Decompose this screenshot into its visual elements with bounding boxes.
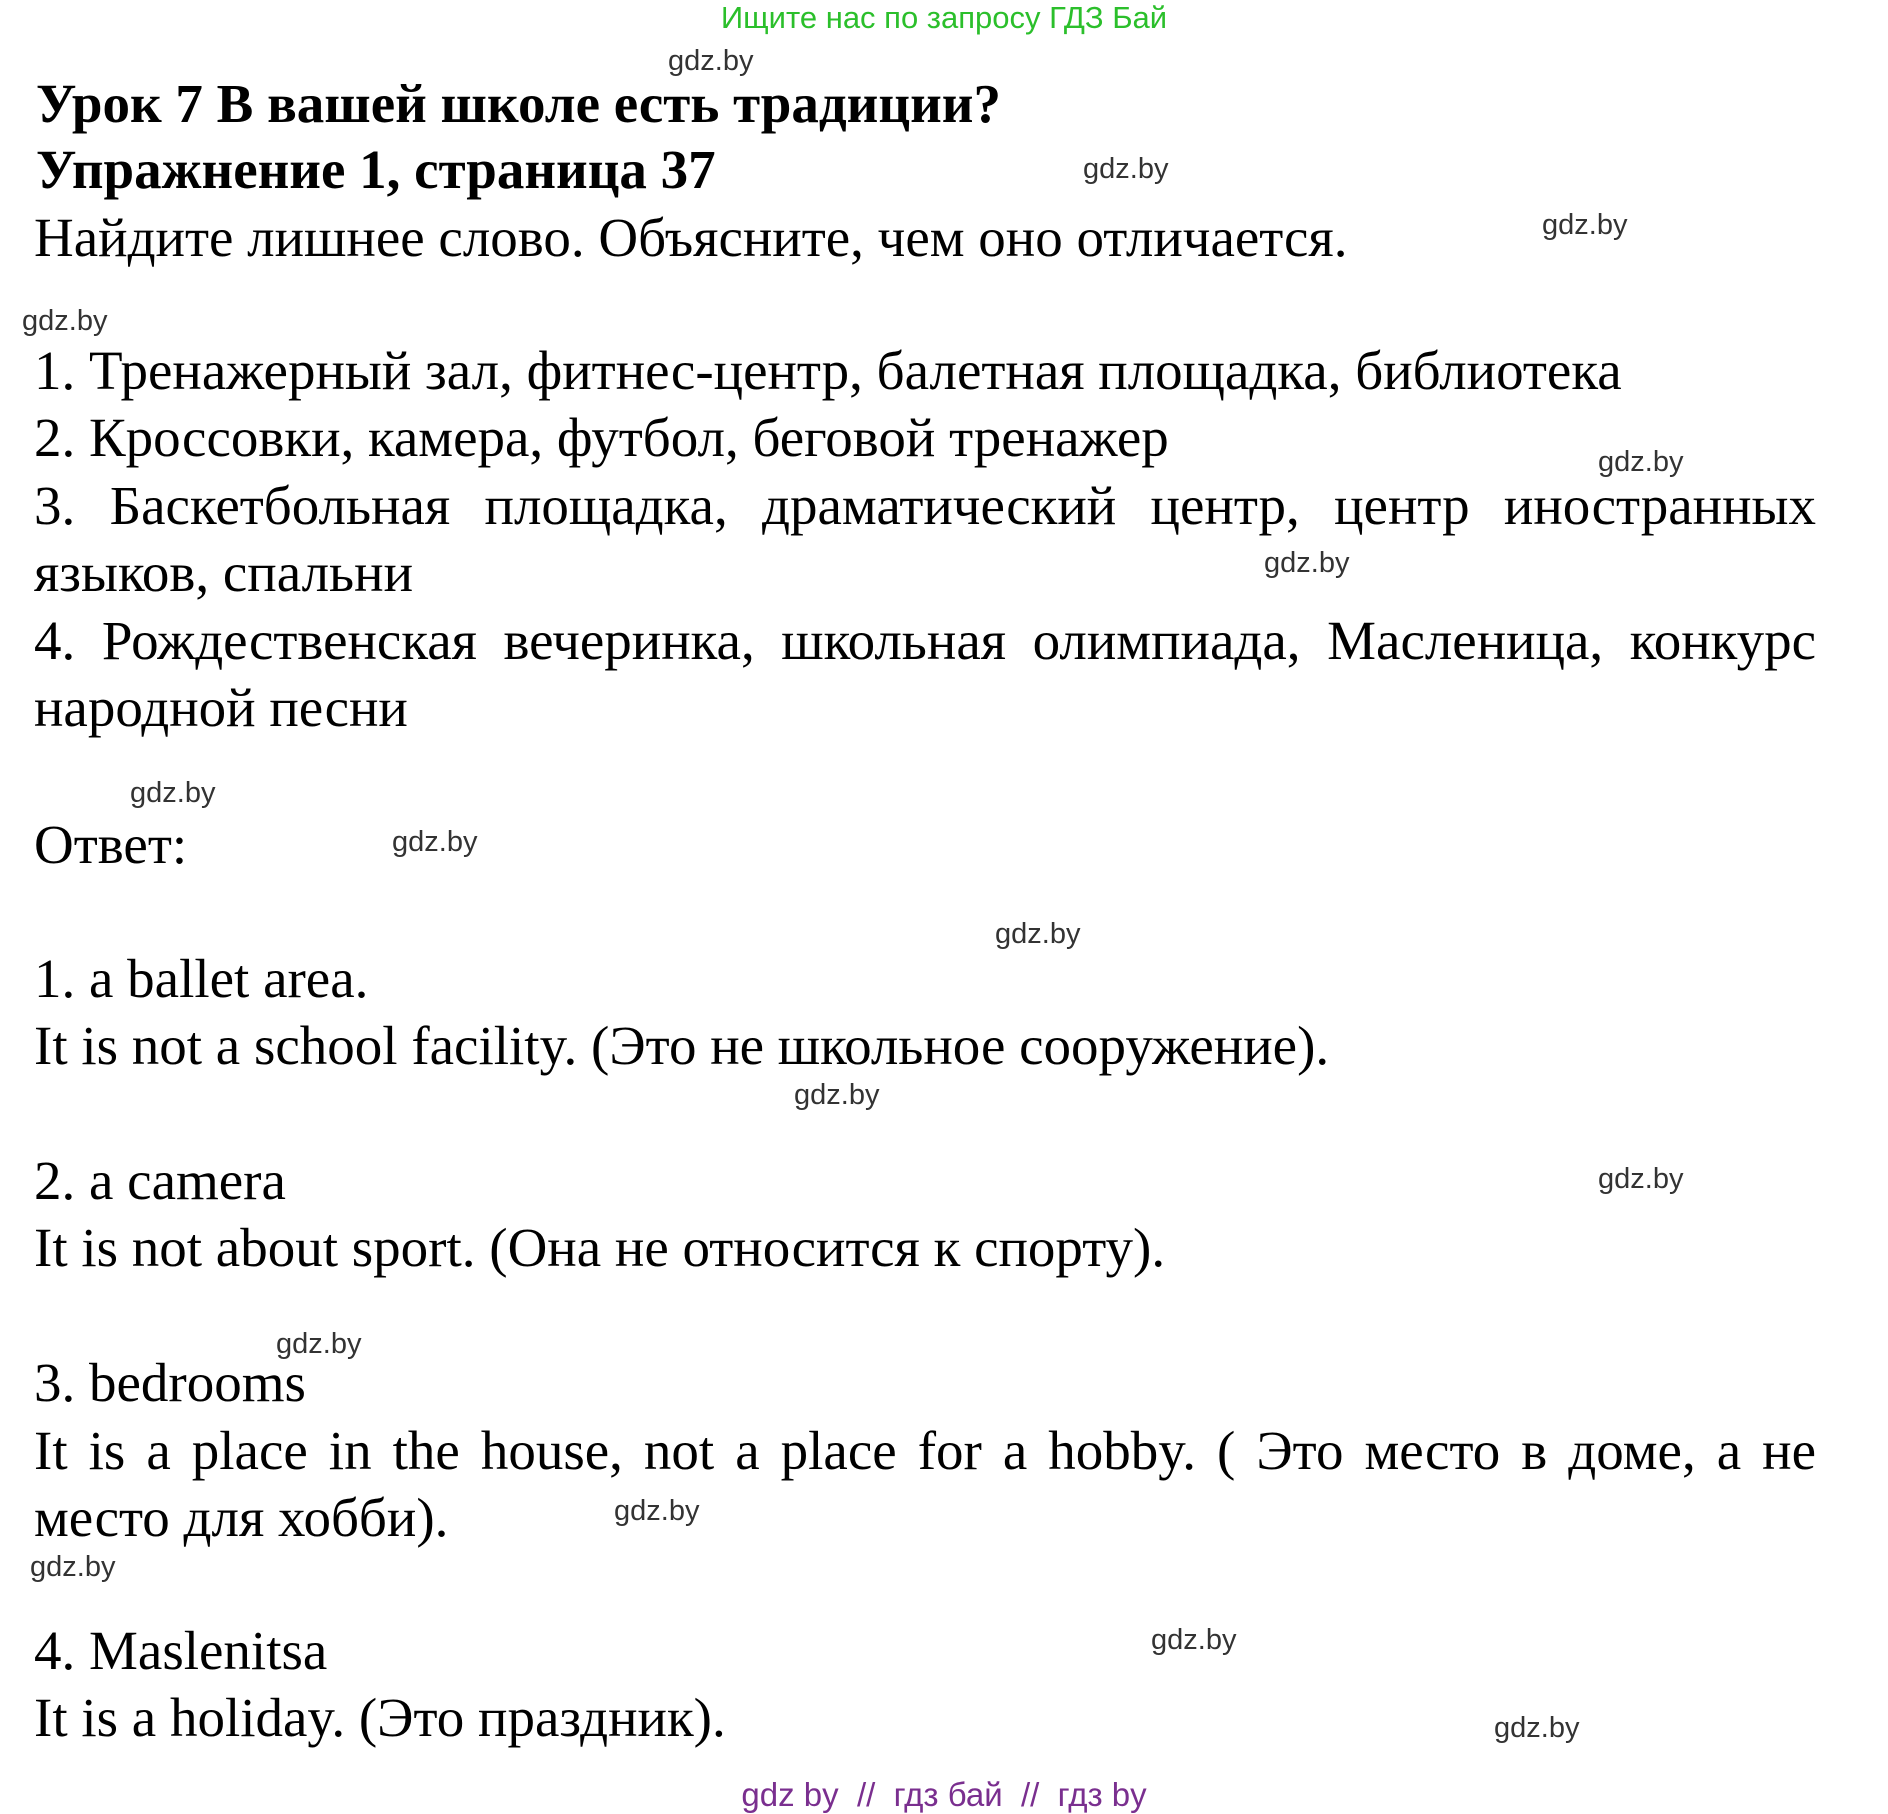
watermark: gdz.by (1264, 547, 1350, 579)
watermark: gdz.by (995, 918, 1081, 950)
watermark: gdz.by (30, 1551, 116, 1583)
answer-word-1: 1. a ballet area. (34, 948, 369, 1009)
watermark: gdz.by (1151, 1624, 1237, 1656)
answer-explanation-2: It is not about sport. (Она не относится к спорту). (34, 1217, 1166, 1278)
watermark: gdz.by (1083, 153, 1169, 185)
answer-explanation-4: It is a holiday. (Это праздник). (34, 1687, 726, 1748)
answer-explanation-3: It is a place in the house, not a place for a hobby. ( Это место в доме, а не место для хобби). (34, 1420, 1816, 1548)
task-item-3: 3. Баскетбольная площадка, драматический центр, центр иностранных языков, спальни (34, 475, 1816, 603)
task-instruction: Найдите лишнее слово. Объясните, чем оно отличается. (34, 207, 1348, 268)
top-banner: Ищите нас по запросу ГДЗ Бай (720, 0, 1168, 35)
footer-links: gdz by // гдз бай // гдз by (741, 1776, 1147, 1813)
watermark: gdz.by (22, 305, 108, 337)
answer-word-3: 3. bedrooms (34, 1352, 306, 1413)
watermark: gdz.by (1598, 446, 1684, 478)
task-item-2: 2. Кроссовки, камера, футбол, беговой тренажер (34, 407, 1169, 468)
watermark: gdz.by (1542, 209, 1628, 241)
watermark: gdz.by (1598, 1163, 1684, 1195)
task-item-1: 1. Тренажерный зал, фитнес-центр, балетная площадка, библиотека (34, 340, 1622, 401)
answer-explanation-1: It is not a school facility. (Это не школьное сооружение). (34, 1015, 1330, 1076)
watermark: gdz.by (614, 1495, 700, 1527)
watermark: gdz.by (130, 777, 216, 809)
exercise-title: Упражнение 1, страница 37 (36, 139, 716, 200)
lesson-title: Урок 7 В вашей школе есть традиции? (36, 73, 1001, 134)
answer-label: Ответ: (34, 814, 188, 875)
watermark: gdz.by (276, 1328, 362, 1360)
watermark: gdz.by (392, 826, 478, 858)
task-item-4: 4. Рождественская вечеринка, школьная олимпиада, Масленица, конкурс народной песни (34, 610, 1816, 738)
watermark: gdz.by (668, 45, 754, 77)
watermark: gdz.by (1494, 1712, 1580, 1744)
watermark: gdz.by (794, 1079, 880, 1111)
answer-word-4: 4. Maslenitsa (34, 1620, 328, 1681)
answer-word-2: 2. a camera (34, 1150, 286, 1211)
